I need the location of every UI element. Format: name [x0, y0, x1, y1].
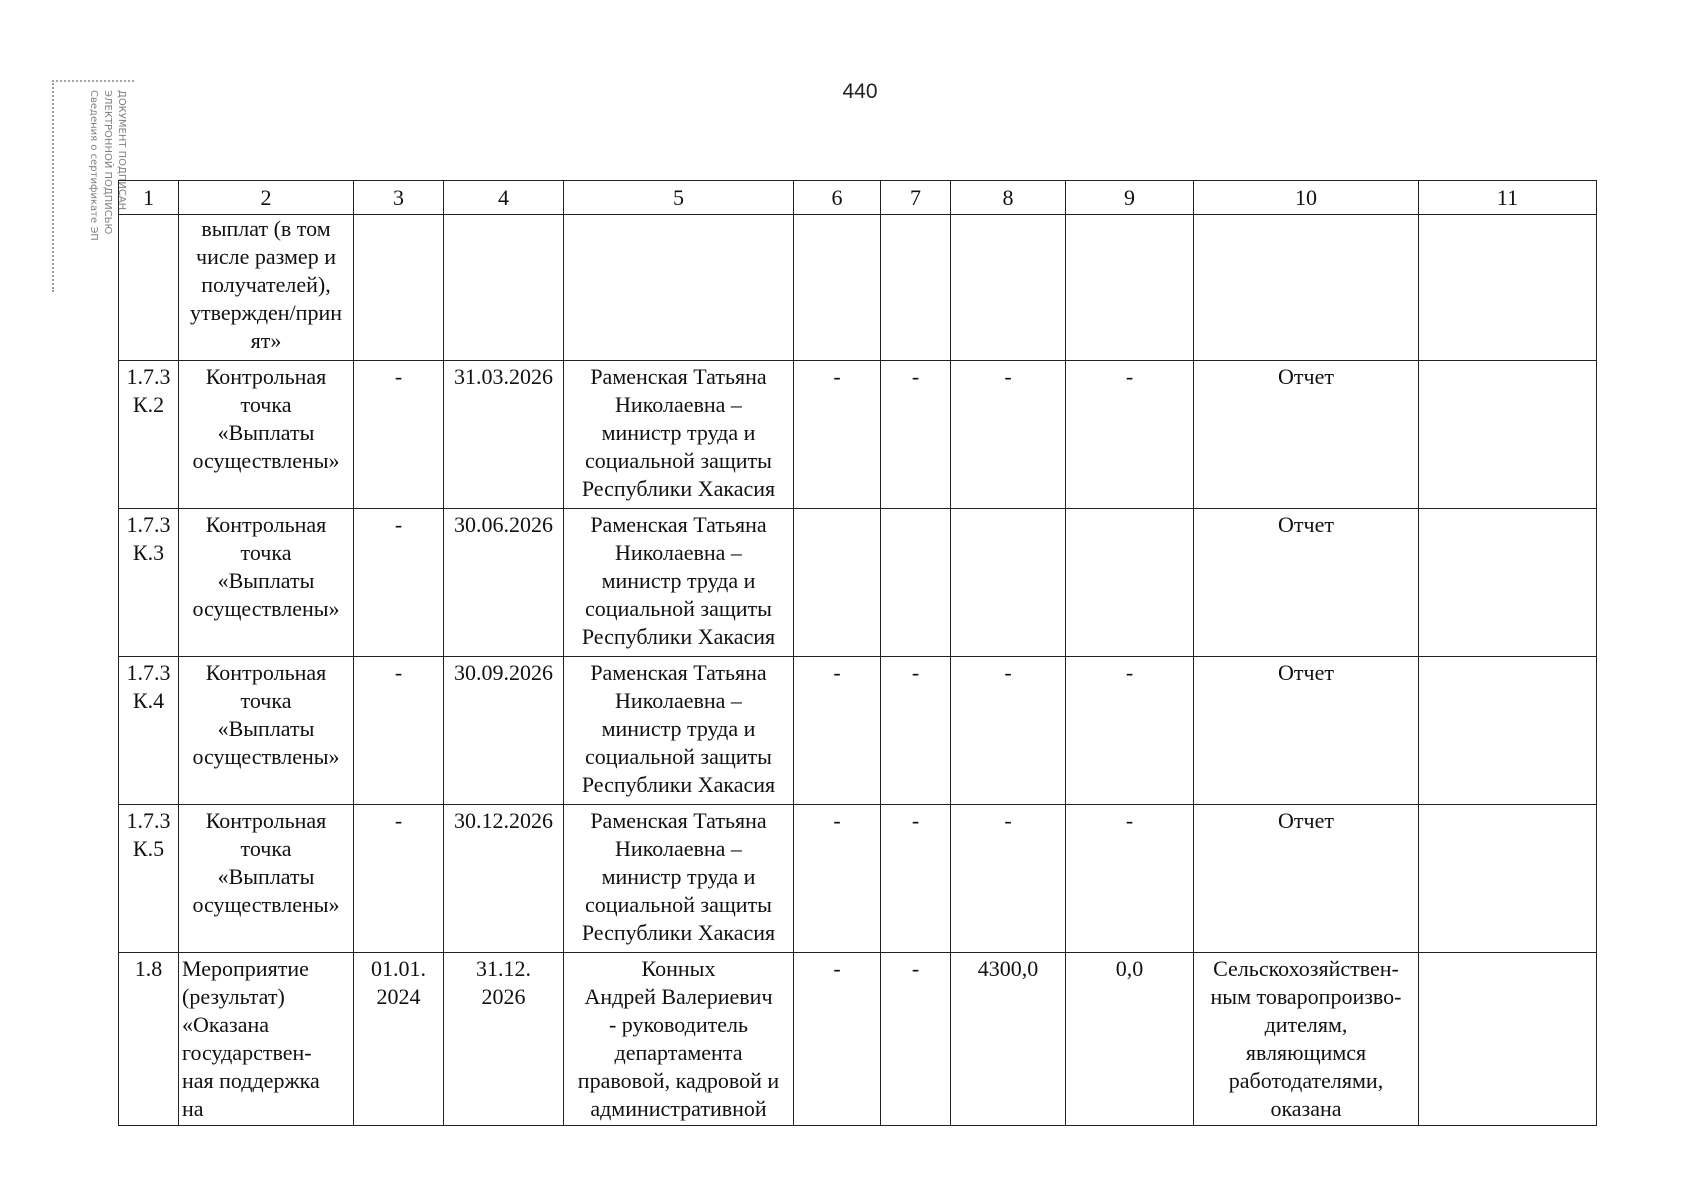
cell-start-date: - — [354, 509, 444, 657]
cell-col9: - — [1066, 657, 1194, 805]
cell-col6 — [794, 215, 881, 361]
cell-number: 1.7.3 К.2 — [119, 361, 179, 509]
cell-col8 — [951, 509, 1066, 657]
table-row — [119, 657, 1597, 805]
cell-responsible — [564, 215, 794, 361]
cell-start-date: - — [354, 657, 444, 805]
cell-col8: - — [951, 805, 1066, 953]
cell-col8: - — [951, 361, 1066, 509]
cell-col7: - — [881, 657, 951, 805]
cell-col11 — [1419, 953, 1597, 1126]
cell-responsible: Конных Андрей Валериевич - руководитель департамента правовой, кадровой и административной — [564, 953, 794, 1126]
cell-col6 — [794, 509, 881, 657]
cell-responsible: Раменская Татьяна Николаевна – министр труда и социальной защиты Республики Хакасия — [564, 805, 794, 953]
stamp-line: ДОКУМЕНТ ПОДПИСАН — [116, 90, 127, 211]
cell-result: Отчет — [1194, 361, 1419, 509]
cell-result — [1194, 215, 1419, 361]
cell-col9: 0,0 — [1066, 953, 1194, 1126]
cell-number: 1.7.3 К.4 — [119, 657, 179, 805]
cell-col6: - — [794, 953, 881, 1126]
cell-col11 — [1419, 805, 1597, 953]
cell-end-date: 30.12.2026 — [444, 805, 564, 953]
table-row — [119, 509, 1597, 657]
cell-responsible: Раменская Татьяна Николаевна – министр труда и социальной защиты Республики Хакасия — [564, 361, 794, 509]
table-row — [119, 215, 1597, 361]
column-header: 10 — [1194, 181, 1419, 215]
cell-start-date — [354, 215, 444, 361]
cell-col8: - — [951, 657, 1066, 805]
column-header: 9 — [1066, 181, 1194, 215]
table-row — [119, 805, 1597, 953]
cell-col11 — [1419, 657, 1597, 805]
column-header: 6 — [794, 181, 881, 215]
cell-col9: - — [1066, 805, 1194, 953]
cell-name: Контрольная точка «Выплаты осуществлены» — [179, 509, 354, 657]
stamp-line: ЭЛЕКТРОННОЙ ПОДПИСЬЮ — [102, 90, 113, 235]
cell-col11 — [1419, 509, 1597, 657]
cell-col7: - — [881, 805, 951, 953]
cell-col9 — [1066, 509, 1194, 657]
cell-number: 1.7.3 К.3 — [119, 509, 179, 657]
document-table — [118, 180, 1597, 1126]
cell-end-date — [444, 215, 564, 361]
column-header: 11 — [1419, 181, 1597, 215]
cell-col11 — [1419, 361, 1597, 509]
cell-responsible: Раменская Татьяна Николаевна – министр труда и социальной защиты Республики Хакасия — [564, 657, 794, 805]
cell-col7: - — [881, 953, 951, 1126]
cell-number: 1.7.3 К.5 — [119, 805, 179, 953]
cell-end-date: 30.06.2026 — [444, 509, 564, 657]
cell-number — [119, 215, 179, 361]
column-header: 3 — [354, 181, 444, 215]
column-header: 8 — [951, 181, 1066, 215]
cell-col9 — [1066, 215, 1194, 361]
cell-col8: 4300,0 — [951, 953, 1066, 1126]
column-header: 7 — [881, 181, 951, 215]
cell-col11 — [1419, 215, 1597, 361]
cell-name: Контрольная точка «Выплаты осуществлены» — [179, 361, 354, 509]
cell-end-date: 31.12. 2026 — [444, 953, 564, 1126]
cell-col7 — [881, 215, 951, 361]
cell-end-date: 31.03.2026 — [444, 361, 564, 509]
cell-col6: - — [794, 657, 881, 805]
cell-result: Отчет — [1194, 509, 1419, 657]
cell-result: Отчет — [1194, 805, 1419, 953]
column-header: 1 — [119, 181, 179, 215]
cell-name: Контрольная точка «Выплаты осуществлены» — [179, 805, 354, 953]
cell-col7 — [881, 509, 951, 657]
cell-name: Мероприятие (результат) «Оказана государствен- ная поддержка на — [179, 953, 354, 1126]
table-row — [119, 953, 1597, 1126]
cell-col6: - — [794, 361, 881, 509]
cell-col7: - — [881, 361, 951, 509]
cell-name: выплат (в том числе размер и получателей), утвержден/прин ят» — [179, 215, 354, 361]
header-row — [119, 181, 1597, 215]
cell-start-date: - — [354, 361, 444, 509]
cell-result: Отчет — [1194, 657, 1419, 805]
cell-end-date: 30.09.2026 — [444, 657, 564, 805]
cell-number: 1.8 — [119, 953, 179, 1126]
table-row — [119, 361, 1597, 509]
column-header: 2 — [179, 181, 354, 215]
cell-col8 — [951, 215, 1066, 361]
column-header: 5 — [564, 181, 794, 215]
cell-col9: - — [1066, 361, 1194, 509]
cell-responsible: Раменская Татьяна Николаевна – министр труда и социальной защиты Республики Хакасия — [564, 509, 794, 657]
cell-result: Сельскохозяйствен- ным товаропроизво- дителям, являющимся работодателями, оказана — [1194, 953, 1419, 1126]
page-number: 440 — [842, 80, 878, 103]
cell-start-date: - — [354, 805, 444, 953]
stamp-line: Сведения о сертификате ЭП — [88, 90, 99, 241]
column-header: 4 — [444, 181, 564, 215]
cell-col6: - — [794, 805, 881, 953]
cell-name: Контрольная точка «Выплаты осуществлены» — [179, 657, 354, 805]
cell-start-date: 01.01. 2024 — [354, 953, 444, 1126]
